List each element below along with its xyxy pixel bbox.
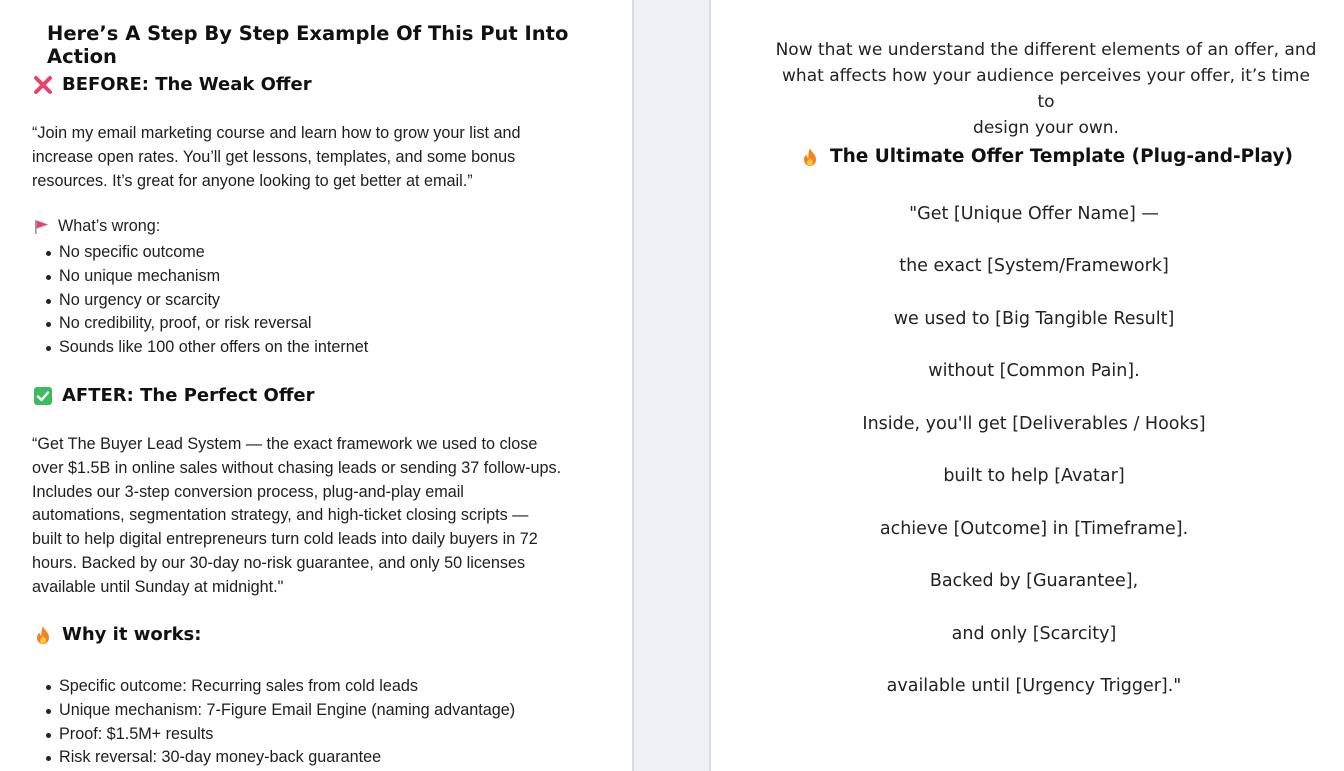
template-line: Inside, you'll get [Deliverables / Hooks] xyxy=(862,414,1206,434)
page-heading: Here’s A Step By Step Example Of This Put Into Action xyxy=(47,22,569,68)
before-heading xyxy=(33,74,312,95)
whats-wrong-label xyxy=(33,217,160,236)
whats-wrong-text: What’s wrong: xyxy=(58,217,161,235)
whats-wrong-list xyxy=(46,241,368,360)
quote-line: “Get The Buyer Lead System — the exact framework we used to close xyxy=(32,435,538,453)
template-line: Backed by [Guarantee], xyxy=(929,571,1139,591)
quote-line: automations, segmentation strategy, and high-ticket closing scripts — xyxy=(32,506,529,525)
list-item: No specific outcome xyxy=(46,241,368,265)
quote-line: Includes our 3-step conversion process, plug-and-play email xyxy=(32,482,464,501)
quote-line: over $1.5B in online sales without chasing leads or sending 37 follow-ups. xyxy=(32,458,562,477)
intro-paragraph xyxy=(771,37,1321,141)
quote-line: resources. It’s great for anyone looking to get better at email.” xyxy=(32,171,473,190)
template-line: we used to [Big Tangible Result] xyxy=(893,309,1175,329)
why-title: Why it works: xyxy=(62,624,202,645)
fire-icon xyxy=(33,625,53,645)
list-item: Proof: $1.5M+ results xyxy=(46,723,515,747)
template-line: and only [Scarcity] xyxy=(951,624,1117,644)
quote-line: hours. Backed by our 30-day no-risk guarantee, and only 50 licenses xyxy=(32,553,526,572)
why-list xyxy=(46,675,515,770)
check-mark-icon xyxy=(33,386,53,406)
template-line: without [Common Pain]. xyxy=(928,361,1140,381)
template-line: achieve [Outcome] in [Timeframe]. xyxy=(879,519,1189,539)
quote-line: built to help digital entrepreneurs turn cold leads into daily buyers in 72 xyxy=(32,530,538,549)
template-title: The Ultimate Offer Template (Plug-and-Play) xyxy=(830,146,1293,167)
list-item: No urgency or scarcity xyxy=(46,289,368,313)
cross-mark-icon xyxy=(33,75,53,95)
list-item: Risk reversal: 30-day money-back guarantee xyxy=(46,746,515,770)
fire-icon xyxy=(801,147,821,167)
list-item: Sounds like 100 other offers on the internet xyxy=(46,336,368,360)
list-item: Specific outcome: Recurring sales from cold leads xyxy=(46,675,515,699)
before-quote xyxy=(32,122,577,193)
quote-line: increase open rates. You’ll get lessons, templates, and some bonus xyxy=(32,147,516,166)
page-gutter xyxy=(634,0,711,771)
quote-line: available until Sunday at midnight." xyxy=(32,577,284,596)
intro-line: what affects how your audience perceives your offer, it’s time to xyxy=(782,66,1310,112)
list-item: Unique mechanism: 7-Figure Email Engine (naming advantage) xyxy=(46,699,515,723)
template-line: the exact [System/Framework] xyxy=(899,256,1169,276)
after-quote xyxy=(32,433,577,600)
template-line: built to help [Avatar] xyxy=(943,466,1125,486)
intro-line: design your own. xyxy=(973,118,1119,138)
red-flag-icon xyxy=(33,218,51,236)
left-page xyxy=(0,0,634,771)
before-title: BEFORE: The Weak Offer xyxy=(62,74,312,95)
why-heading xyxy=(33,624,201,645)
template-heading xyxy=(801,146,1293,167)
after-heading xyxy=(33,385,315,406)
template-line: available until [Urgency Trigger]." xyxy=(886,676,1182,696)
template-line: "Get [Unique Offer Name] — xyxy=(909,204,1159,224)
list-item: No credibility, proof, or risk reversal xyxy=(46,312,368,336)
list-item: No unique mechanism xyxy=(46,265,368,289)
quote-line: “Join my email marketing course and learn how to grow your list and xyxy=(32,124,521,142)
intro-line: Now that we understand the different elements of an offer, and xyxy=(775,40,1317,60)
right-page xyxy=(711,0,1344,771)
after-title: AFTER: The Perfect Offer xyxy=(62,385,315,406)
